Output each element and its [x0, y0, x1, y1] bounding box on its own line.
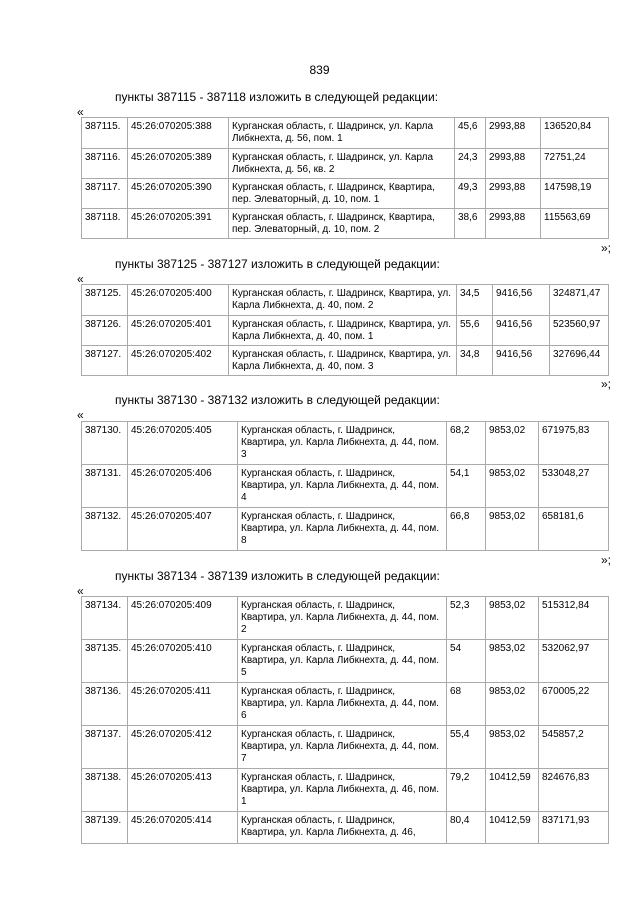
address: Курганская область, г. Шадринск, Квартира, ул. Карла Либкнехта, д. 40, пом. 2 — [229, 285, 457, 316]
address: Курганская область, г. Шадринск, Квартира, ул. Карла Либкнехта, д. 44, пом. 5 — [238, 640, 447, 683]
value: 545857,2 — [539, 726, 609, 769]
row-number: 387130. — [82, 422, 128, 465]
section-heading: пункты 387125 - 387127 изложить в следующей редакции: — [115, 257, 440, 271]
close-quote: »; — [600, 241, 611, 255]
area: 68 — [447, 683, 486, 726]
value: 532062,97 — [539, 640, 609, 683]
table-row — [82, 683, 609, 726]
section-heading: пункты 387115 - 387118 изложить в следующей редакции: — [115, 90, 439, 104]
rate: 9853,02 — [486, 465, 539, 508]
table-row — [82, 179, 609, 209]
rate: 2993,88 — [486, 118, 541, 149]
cadastral-number: 45:26:070205:389 — [128, 149, 229, 179]
cadastral-number: 45:26:070205:388 — [128, 118, 229, 149]
address: Курганская область, г. Шадринск, ул. Карла Либкнехта, д. 56, пом. 1 — [229, 118, 455, 149]
table-row — [82, 149, 609, 179]
cadastral-number: 45:26:070205:401 — [128, 316, 229, 346]
address: Курганская область, г. Шадринск, Квартира, пер. Элеваторный, д. 10, пом. 1 — [229, 179, 455, 209]
cadastral-number: 45:26:070205:400 — [128, 285, 229, 316]
area: 38,6 — [455, 209, 486, 239]
value: 72751,24 — [541, 149, 609, 179]
address: Курганская область, г. Шадринск, Квартира, ул. Карла Либкнехта, д. 44, пом. 3 — [238, 422, 447, 465]
cadastral-number: 45:26:070205:406 — [128, 465, 238, 508]
value: 115563,69 — [541, 209, 609, 239]
open-quote: « — [77, 408, 84, 422]
area: 54,1 — [447, 465, 486, 508]
area: 55,4 — [447, 726, 486, 769]
value: 523560,97 — [550, 316, 609, 346]
area: 54 — [447, 640, 486, 683]
open-quote: « — [77, 584, 84, 598]
row-number: 387126. — [82, 316, 128, 346]
area: 55,6 — [457, 316, 493, 346]
rate: 2993,88 — [486, 179, 541, 209]
row-number: 387115. — [82, 118, 128, 149]
rate: 2993,88 — [486, 149, 541, 179]
table-row — [82, 508, 609, 551]
rate: 2993,88 — [486, 209, 541, 239]
value: 136520,84 — [541, 118, 609, 149]
address: Курганская область, г. Шадринск, Квартира, ул. Карла Либкнехта, д. 46, пом. 1 — [238, 769, 447, 812]
row-number: 387132. — [82, 508, 128, 551]
value: 824676,83 — [539, 769, 609, 812]
cadastral-number: 45:26:070205:412 — [128, 726, 238, 769]
area: 34,5 — [457, 285, 493, 316]
address: Курганская область, г. Шадринск, Квартира, ул. Карла Либкнехта, д. 44, пом. 6 — [238, 683, 447, 726]
row-number: 387116. — [82, 149, 128, 179]
cadastral-number: 45:26:070205:413 — [128, 769, 238, 812]
property-table — [81, 284, 609, 376]
address: Курганская область, г. Шадринск, Квартира, ул. Карла Либкнехта, д. 40, пом. 1 — [229, 316, 457, 346]
row-number: 387127. — [82, 346, 128, 376]
cadastral-number: 45:26:070205:391 — [128, 209, 229, 239]
area: 68,2 — [447, 422, 486, 465]
table-row — [82, 316, 609, 346]
cadastral-number: 45:26:070205:390 — [128, 179, 229, 209]
address: Курганская область, г. Шадринск, Квартира, ул. Карла Либкнехта, д. 44, пом. 4 — [238, 465, 447, 508]
area: 66,8 — [447, 508, 486, 551]
row-number: 387139. — [82, 812, 128, 844]
cadastral-number: 45:26:070205:405 — [128, 422, 238, 465]
cadastral-number: 45:26:070205:402 — [128, 346, 229, 376]
address: Курганская область, г. Шадринск, Квартира, ул. Карла Либкнехта, д. 44, пом. 8 — [238, 508, 447, 551]
value: 324871,47 — [550, 285, 609, 316]
table-row — [82, 640, 609, 683]
rate: 10412,59 — [486, 812, 539, 844]
cadastral-number: 45:26:070205:411 — [128, 683, 238, 726]
table-row — [82, 118, 609, 149]
table-row — [82, 422, 609, 465]
table-row — [82, 812, 609, 844]
value: 670005,22 — [539, 683, 609, 726]
value: 671975,83 — [539, 422, 609, 465]
row-number: 387134. — [82, 597, 128, 640]
value: 533048,27 — [539, 465, 609, 508]
rate: 9853,02 — [486, 422, 539, 465]
value: 147598,19 — [541, 179, 609, 209]
table-row — [82, 285, 609, 316]
property-table — [81, 421, 609, 551]
table-row — [82, 597, 609, 640]
rate: 9416,56 — [493, 316, 550, 346]
table-row — [82, 769, 609, 812]
table-row — [82, 346, 609, 376]
area: 49,3 — [455, 179, 486, 209]
address: Курганская область, г. Шадринск, Квартира, ул. Карла Либкнехта, д. 44, пом. 2 — [238, 597, 447, 640]
row-number: 387135. — [82, 640, 128, 683]
area: 45,6 — [455, 118, 486, 149]
row-number: 387118. — [82, 209, 128, 239]
address: Курганская область, г. Шадринск, Квартира, пер. Элеваторный, д. 10, пом. 2 — [229, 209, 455, 239]
open-quote: « — [77, 105, 84, 119]
area: 80,4 — [447, 812, 486, 844]
cadastral-number: 45:26:070205:409 — [128, 597, 238, 640]
area: 24,3 — [455, 149, 486, 179]
value: 658181,6 — [539, 508, 609, 551]
row-number: 387138. — [82, 769, 128, 812]
cadastral-number: 45:26:070205:407 — [128, 508, 238, 551]
property-table — [81, 117, 609, 239]
page-number: 839 — [309, 63, 330, 77]
value: 515312,84 — [539, 597, 609, 640]
rate: 9853,02 — [486, 683, 539, 726]
cadastral-number: 45:26:070205:410 — [128, 640, 238, 683]
table-row — [82, 465, 609, 508]
rate: 9853,02 — [486, 726, 539, 769]
row-number: 387125. — [82, 285, 128, 316]
value: 837171,93 — [539, 812, 609, 844]
property-table — [81, 596, 609, 844]
row-number: 387136. — [82, 683, 128, 726]
rate: 9853,02 — [486, 597, 539, 640]
rate: 10412,59 — [486, 769, 539, 812]
close-quote: »; — [600, 553, 611, 567]
value: 327696,44 — [550, 346, 609, 376]
cadastral-number: 45:26:070205:414 — [128, 812, 238, 844]
address: Курганская область, г. Шадринск, Квартира, ул. Карла Либкнехта, д. 44, пом. 7 — [238, 726, 447, 769]
address: Курганская область, г. Шадринск, ул. Карла Либкнехта, д. 56, кв. 2 — [229, 149, 455, 179]
rate: 9853,02 — [486, 508, 539, 551]
address: Курганская область, г. Шадринск, Квартира, ул. Карла Либкнехта, д. 46, — [238, 812, 447, 844]
area: 52,3 — [447, 597, 486, 640]
address: Курганская область, г. Шадринск, Квартира, ул. Карла Либкнехта, д. 40, пом. 3 — [229, 346, 457, 376]
table-row — [82, 726, 609, 769]
area: 34,8 — [457, 346, 493, 376]
row-number: 387131. — [82, 465, 128, 508]
close-quote: »; — [600, 377, 611, 391]
section-heading: пункты 387134 - 387139 изложить в следующей редакции: — [115, 569, 440, 583]
row-number: 387117. — [82, 179, 128, 209]
rate: 9416,56 — [493, 285, 550, 316]
area: 79,2 — [447, 769, 486, 812]
row-number: 387137. — [82, 726, 128, 769]
table-row — [82, 209, 609, 239]
section-heading: пункты 387130 - 387132 изложить в следующей редакции: — [115, 393, 440, 407]
rate: 9853,02 — [486, 640, 539, 683]
rate: 9416,56 — [493, 346, 550, 376]
open-quote: « — [77, 272, 84, 286]
